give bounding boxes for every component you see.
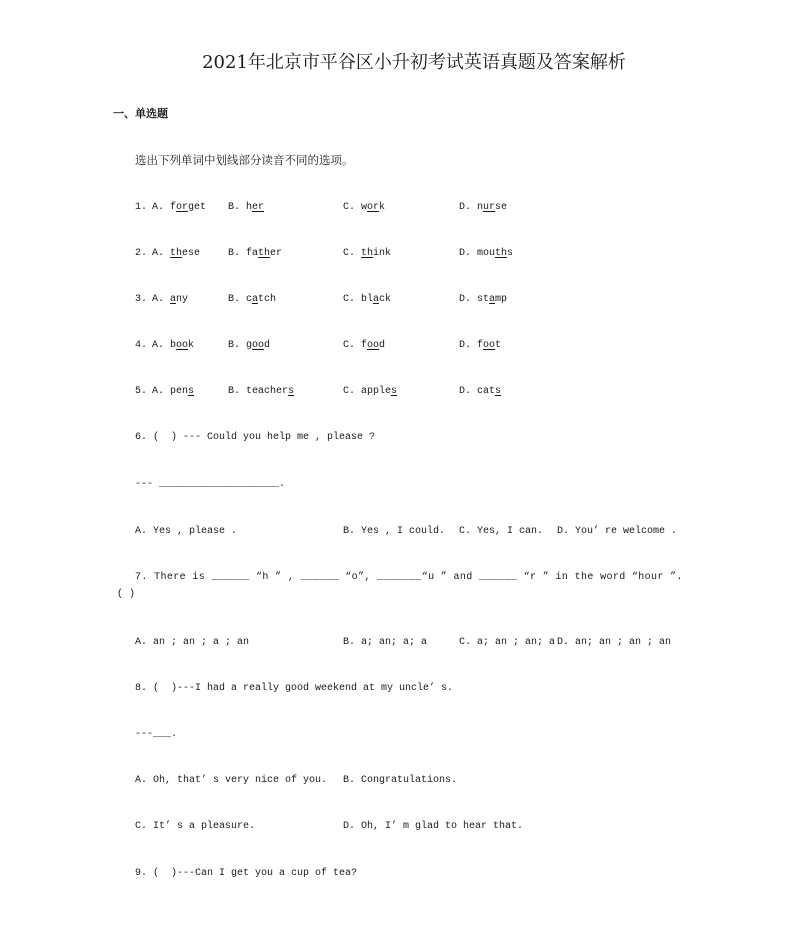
question-8-stem <box>0 683 794 695</box>
question-stem: 7. There is ______ “h ” , ______ “o”, _______“u ” and ______ “r ” in the word “hour ”. <box>135 572 683 583</box>
underlined-sound: or <box>176 202 189 213</box>
document-title: 2021年北京市平谷区小升初考试英语真题及答案解析 <box>202 52 626 73</box>
option-b <box>228 340 270 352</box>
option-b <box>228 248 282 260</box>
option-letter: B. <box>228 294 241 305</box>
option-a: A. Yes , please . <box>135 526 238 537</box>
underlined-sound: s <box>495 386 502 397</box>
option-letter: C. <box>343 340 356 351</box>
word-prefix: n <box>477 202 484 213</box>
word-prefix: c <box>246 294 253 305</box>
option-a <box>152 248 200 260</box>
option-d: D. an; an ; an ; an <box>557 637 672 648</box>
option-c: C. It’ s a pleasure. <box>135 821 256 832</box>
question-6-options <box>0 526 794 538</box>
word-suffix: er <box>270 248 283 259</box>
word-prefix: st <box>477 294 490 305</box>
option-d <box>459 202 507 214</box>
word-prefix: g <box>246 340 253 351</box>
word-suffix: tch <box>258 294 277 305</box>
word-prefix: w <box>361 202 368 213</box>
word-suffix: d <box>264 340 271 351</box>
option-letter: D. <box>459 340 472 351</box>
option-d <box>459 248 513 260</box>
underlined-sound: a <box>252 294 259 305</box>
option-c <box>343 202 385 214</box>
option-d: D. You’ re welcome . <box>557 526 678 537</box>
option-d <box>459 294 507 306</box>
question-number: 5. <box>135 386 148 397</box>
word-prefix: teacher <box>246 386 289 397</box>
underlined-sound: s <box>391 386 398 397</box>
option-letter: C. <box>343 386 356 397</box>
question-stem: 8. ( )---I had a really good weekend at my uncle’ s. <box>135 683 454 694</box>
option-b: B. a; an; a; a <box>343 637 428 648</box>
word-suffix: mp <box>495 294 508 305</box>
option-d: D. Oh, I’ m glad to hear that. <box>343 821 524 832</box>
option-c <box>343 294 391 306</box>
option-letter: D. <box>459 248 472 259</box>
option-b: B. Congratulations. <box>343 775 458 786</box>
underlined-sound: oo <box>483 340 496 351</box>
question-number: 3. <box>135 294 148 305</box>
word-prefix: f <box>170 202 177 213</box>
option-letter: B. <box>228 202 241 213</box>
question-7-stem <box>0 572 794 584</box>
option-letter: A. <box>152 340 165 351</box>
option-letter: A. <box>152 248 165 259</box>
word-suffix: get <box>188 202 207 213</box>
underlined-sound: a <box>170 294 177 305</box>
word-prefix: apple <box>361 386 392 397</box>
question-stem: 9. ( )---Can I get you a cup of tea? <box>135 868 358 879</box>
option-d <box>459 386 501 398</box>
underlined-sound: th <box>258 248 271 259</box>
answer-blank-line: ---___. <box>135 729 178 740</box>
option-b: B. Yes , I could. <box>343 526 446 537</box>
word-prefix: bl <box>361 294 374 305</box>
underlined-sound: s <box>288 386 295 397</box>
option-c <box>343 386 397 398</box>
instruction-text: 选出下列单词中划线部分读音不同的选项。 <box>135 153 354 167</box>
option-a <box>152 340 194 352</box>
option-letter: C. <box>343 202 356 213</box>
underlined-sound: a <box>489 294 496 305</box>
option-a: A. an ; an ; a ; an <box>135 637 250 648</box>
word-suffix: ck <box>379 294 392 305</box>
option-c: C. Yes, I can. <box>459 526 544 537</box>
underlined-sound: oo <box>252 340 265 351</box>
option-letter: D. <box>459 386 472 397</box>
word-prefix: fa <box>246 248 259 259</box>
option-c <box>343 340 385 352</box>
underlined-sound: s <box>188 386 195 397</box>
phonics-question-1 <box>0 202 794 214</box>
phonics-question-2 <box>0 248 794 260</box>
option-letter: D. <box>459 294 472 305</box>
word-prefix: mou <box>477 248 496 259</box>
word-suffix: t <box>495 340 502 351</box>
question-8-options-row-2 <box>0 821 794 833</box>
option-letter: B. <box>228 248 241 259</box>
option-letter: B. <box>228 340 241 351</box>
answer-blank-line: --- ____________________. <box>135 479 286 490</box>
option-a <box>152 294 188 306</box>
option-letter: B. <box>228 386 241 397</box>
underlined-sound: oo <box>176 340 189 351</box>
option-b <box>228 294 276 306</box>
option-letter: D. <box>459 202 472 213</box>
word-suffix: k <box>188 340 195 351</box>
word-suffix: ese <box>182 248 201 259</box>
option-b <box>228 202 264 214</box>
option-letter: A. <box>152 294 165 305</box>
option-a <box>152 386 194 398</box>
underlined-sound: ur <box>483 202 496 213</box>
question-number: 4. <box>135 340 148 351</box>
option-a <box>152 202 206 214</box>
word-prefix: h <box>246 202 253 213</box>
question-6-answer-line <box>0 479 794 491</box>
underlined-sound: th <box>170 248 183 259</box>
option-letter: C. <box>343 248 356 259</box>
question-number: 2. <box>135 248 148 259</box>
word-prefix: b <box>170 340 177 351</box>
phonics-question-3 <box>0 294 794 306</box>
word-suffix: d <box>379 340 386 351</box>
underlined-sound: th <box>361 248 374 259</box>
phonics-question-4 <box>0 340 794 352</box>
option-letter: C. <box>343 294 356 305</box>
option-c <box>343 248 391 260</box>
underlined-sound: oo <box>367 340 380 351</box>
question-7-paren <box>0 589 794 601</box>
underlined-sound: th <box>495 248 508 259</box>
question-stem: 6. ( ) --- Could you help me , please ? <box>135 432 376 443</box>
word-prefix: pen <box>170 386 189 397</box>
section-heading: 一、单选题 <box>113 107 168 120</box>
underlined-sound: a <box>373 294 380 305</box>
question-9-stem <box>0 868 794 880</box>
phonics-question-5 <box>0 386 794 398</box>
underlined-sound: er <box>252 202 265 213</box>
word-suffix: s <box>507 248 514 259</box>
question-6-stem <box>0 432 794 444</box>
underlined-sound: or <box>367 202 380 213</box>
option-letter: A. <box>152 386 165 397</box>
option-letter: A. <box>152 202 165 213</box>
question-8-answer-line <box>0 729 794 741</box>
answer-parentheses: ( ) <box>117 589 136 600</box>
question-7-options <box>0 637 794 649</box>
word-suffix: se <box>495 202 508 213</box>
question-number: 1. <box>135 202 148 213</box>
question-8-options-row-1 <box>0 775 794 787</box>
word-suffix: ink <box>373 248 392 259</box>
word-prefix: f <box>477 340 484 351</box>
option-a: A. Oh, that’ s very nice of you. <box>135 775 328 786</box>
word-suffix: k <box>379 202 386 213</box>
option-c: C. a; an ; an; a <box>459 637 556 648</box>
word-prefix: cat <box>477 386 496 397</box>
word-suffix: ny <box>176 294 189 305</box>
option-d <box>459 340 501 352</box>
word-prefix: f <box>361 340 368 351</box>
option-b <box>228 386 294 398</box>
